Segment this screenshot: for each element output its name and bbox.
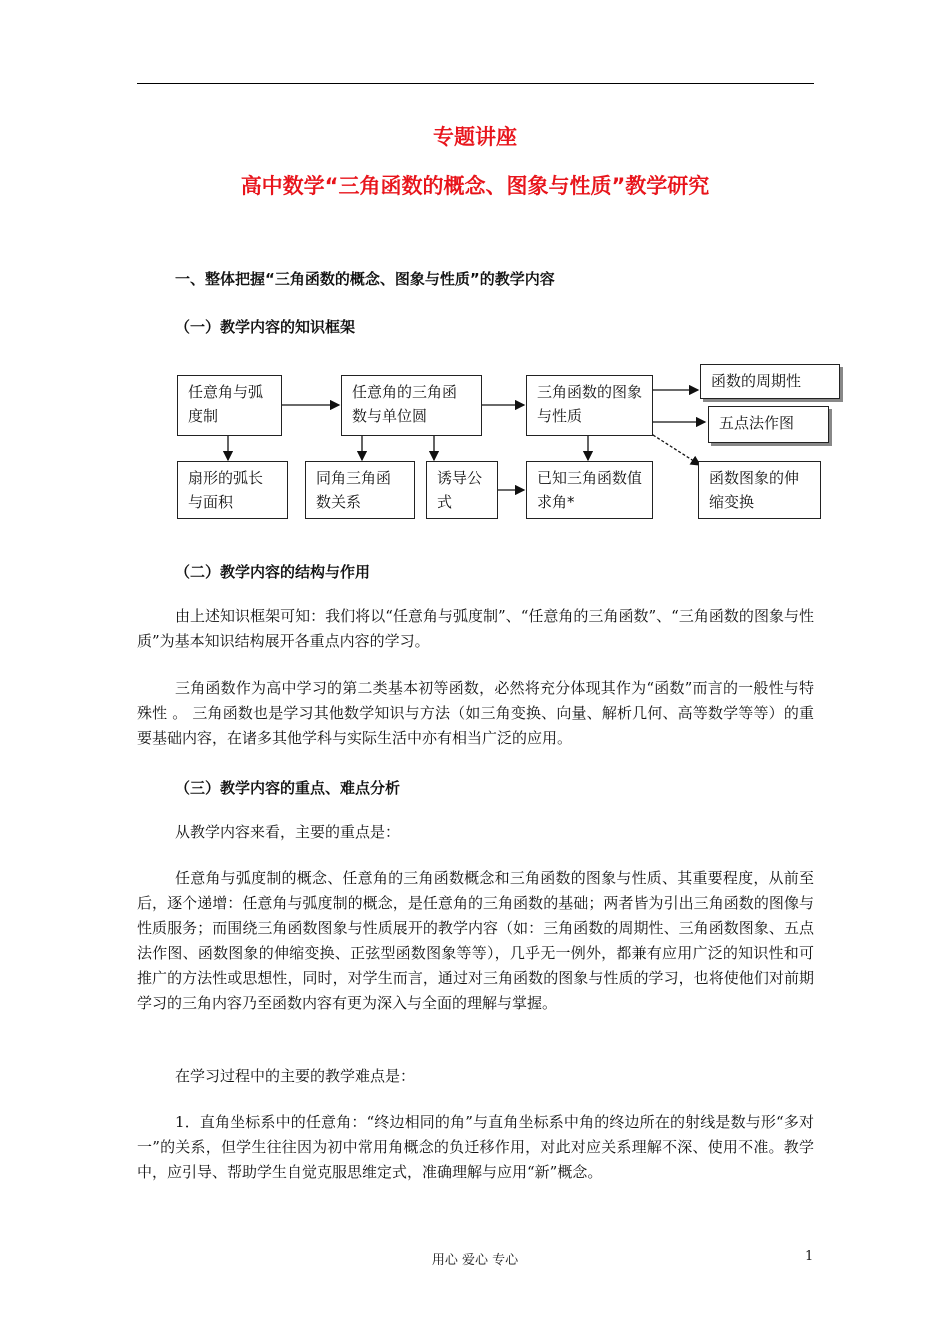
box-same-angle-relations: 同角三角函数关系 (305, 461, 415, 519)
section-heading-1: 一、整体把握“三角函数的概念、图象与性质”的教学内容 (175, 270, 555, 288)
box-trig-function-unit-circle: 任意角的三角函数与单位圆 (341, 375, 482, 436)
subsection-heading-2: （二）教学内容的结构与作用 (175, 563, 371, 581)
subsection-heading-3: （三）教学内容的重点、难点分析 (175, 779, 401, 797)
box-five-point-method: 五点法作图 (708, 406, 829, 443)
footer-text: 用心 爱心 专心 (431, 1253, 519, 1268)
page-title: 专题讲座 (433, 125, 517, 149)
header-rule (137, 83, 814, 84)
box-graph-transformation: 函数图象的伸缩变换 (698, 461, 821, 519)
arrow-graph-transform (653, 435, 700, 465)
box-arbitrary-angle: 任意角与弧度制 (177, 375, 282, 436)
subsection-heading-1: （一）教学内容的知识框架 (175, 318, 356, 336)
paragraph-structure-2: 三角函数作为高中学习的第二类基本初等函数，必然将充分体现其作为“函数”而言的一般性与特殊性 。 三角函数也是学习其他数学知识与方法（如三角变换、向量、解析几何、高等数学等等）的重要基础内容，在诸多其他学科与实际生活中亦有相当广泛的应用。 (137, 679, 814, 747)
page-number: 1 (805, 1249, 814, 1264)
box-known-value-find-angle: 已知三角函数值求角* (526, 461, 653, 519)
paragraph-structure-1: 由上述知识框架可知：我们将以“任意角与弧度制”、“任意角的三角函数”、“三角函数的图象与性质”为基本知识结构展开各重点内容的学习。 (137, 607, 814, 650)
page-subtitle: 高中数学“三角函数的概念、图象与性质”教学研究 (240, 174, 710, 198)
paragraph-key-points-intro: 从教学内容来看，主要的重点是： (175, 823, 401, 841)
paragraph-difficulties-intro: 在学习过程中的主要的教学难点是： (175, 1067, 416, 1085)
box-sector-arc-area: 扇形的弧长与面积 (177, 461, 288, 519)
box-periodicity: 函数的周期性 (700, 364, 840, 399)
paragraph-key-points: 任意角与弧度制的概念、任意角的三角函数概念和三角函数的图象与性质、其重要程度，从前至后，逐个递增：任意角与弧度制的概念，是任意角的三角函数的基础；两者皆为引出三角函数的图像与性质服务；而围绕三角函数图象与性质展开的教学内容（如：三角函数的周期性、三角函数图象、五点法作图、函数图象的伸缩变换、正弦型函数图象等等），几乎无一例外，都兼有应用广泛的知识性和可推广的方法性或思想性，同时，对学生而言，通过对三角函数的图象与性质的学习，也将使他们对前期学习的三角内容乃至函数内容有更为深入与全面的理解与掌握。 (137, 869, 814, 1012)
paragraph-difficulty-1: 1．直角坐标系中的任意角：“终边相同的角”与直角坐标系中角的终边所在的射线是数与形“多对一”的关系，但学生往往因为初中常用角概念的负迁移作用，对此对应关系理解不深、使用不准。教学中，应引导、帮助学生自觉克服思维定式，准确理解与应用“新”概念。 (137, 1113, 814, 1181)
box-trig-graph-properties: 三角函数的图象与性质 (526, 375, 653, 436)
box-induction-formula: 诱导公式 (426, 461, 498, 519)
